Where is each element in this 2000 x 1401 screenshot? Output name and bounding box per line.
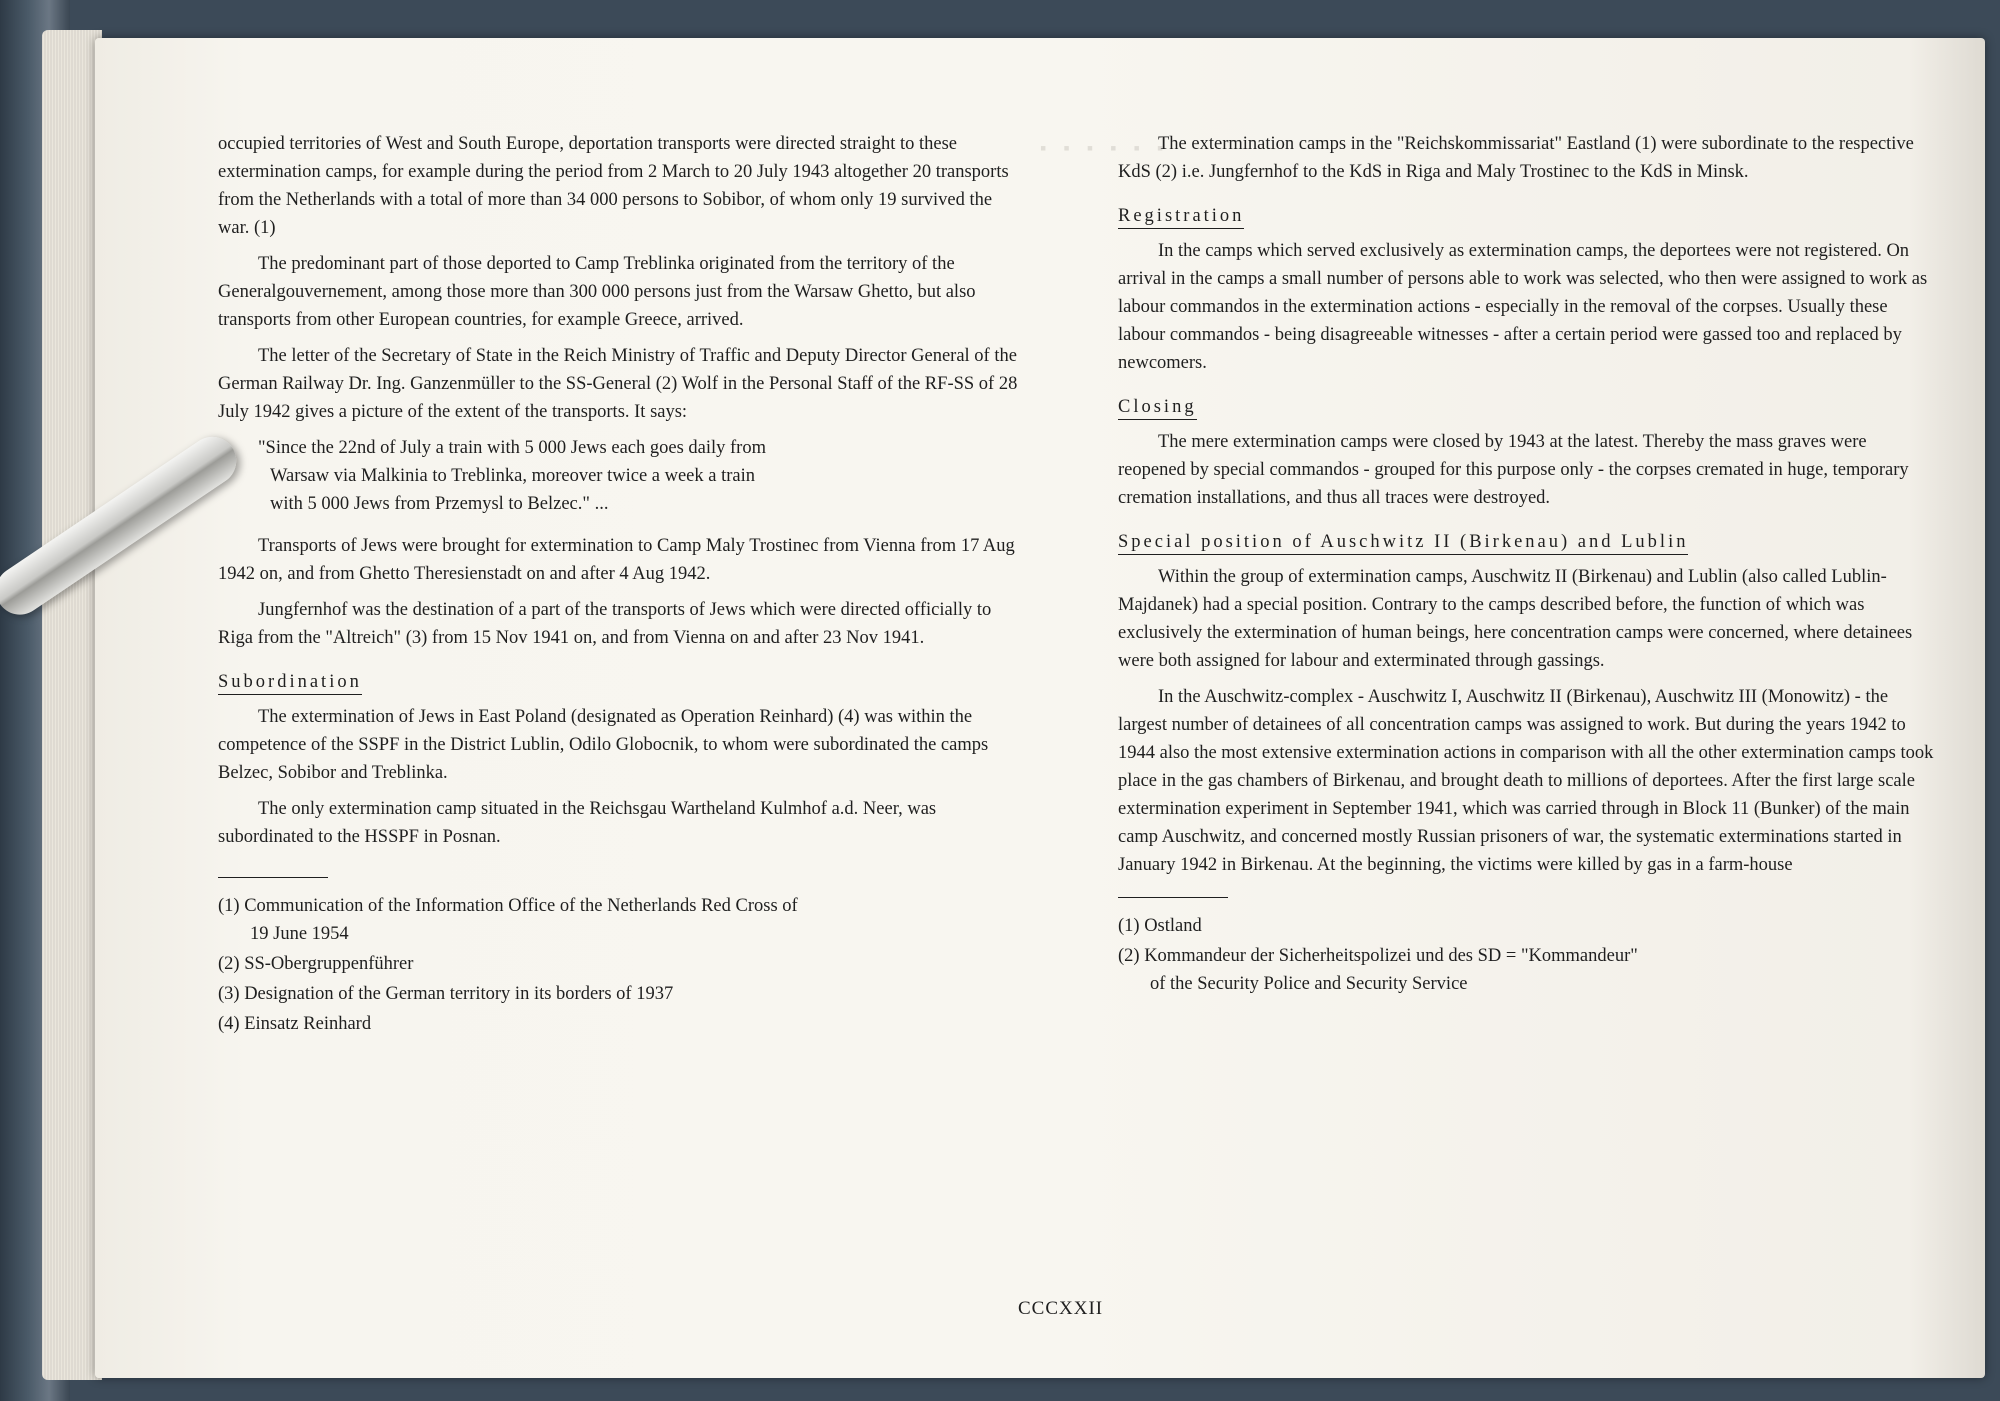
right-paragraph-2: In the camps which served exclusively as extermination camps, the deportees were not registered. On arrival in the camps a small number of persons able to work was selected, who then were assigned to work as labour commandos in the extermination actions - especially in the removal of the corpses. Usually these labour commandos - being disagreeable witnesses - after a certain period were gassed too and replaced by newcomers. (1118, 241, 1928, 373)
quote-block (218, 434, 1018, 518)
left-paragraph-4: Transports of Jews were brought for extermination to Camp Maly Trostinec from Vienna from 17 Aug 1942 on, and from Ghetto Theresienstadt on and after 4 Aug 1942. (218, 536, 1015, 584)
footnote-divider (218, 877, 328, 878)
footnote-1-line-1: (1) Communication of the Information Office of the Netherlands Red Cross of (218, 896, 798, 916)
left-paragraph-1: occupied territories of West and South Europe, deportation transports were directed straight to these extermination camps, for example during the period from 2 March to 20 July 1943 altogether 20 transports from the Netherlands with a total of more than 34 000 persons to Sobibor, of whom only 19 survived the war. (1) (218, 134, 1009, 238)
footnote-2: (2) SS-Obergruppenführer (218, 954, 414, 974)
footnote-3: (3) Designation of the German territory in its borders of 1937 (218, 984, 674, 1004)
right-footnote-1: (1) Ostland (1118, 916, 1202, 936)
quote-line-1: "Since the 22nd of July a train with 5 000 Jews each goes daily from (258, 438, 766, 458)
right-column (1118, 130, 1938, 1000)
heading-closing: Closing (1118, 395, 1197, 420)
footnote-1-line-2: 19 June 1954 (250, 924, 349, 944)
left-column (218, 130, 1018, 1040)
heading-registration: Registration (1118, 204, 1244, 229)
right-paragraph-5: In the Auschwitz-complex - Auschwitz I, Auschwitz II (Birkenau), Auschwitz III (Monowitz) - the largest number of detainees of all concentration camps was assigned to work. But during the years 1942 to 1944 also the most extensive extermination actions in comparison with all the other extermination camps took place in the gas chambers of Birkenau, and brought death to millions of deportees. After the first large scale extermination experiment in September 1941, which was carried through in Block 11 (Bunker) of the main camp Auschwitz, and concerned mostly Russian prisoners of war, the systematic exterminations started in January 1942 in Birkenau. At the beginning, the victims were killed by gas in a farm-house (1118, 687, 1934, 875)
right-footnote-2-line-2: of the Security Police and Security Service (1150, 974, 1468, 994)
left-paragraph-7: The only extermination camp situated in the Reichsgau Wartheland Kulmhof a.d. Neer, was subordinated to the HSSPF in Posnan. (218, 799, 937, 847)
right-paragraph-3: The mere extermination camps were closed by 1943 at the latest. Thereby the mass graves were reopened by special commandos - grouped for this purpose only - the corpses cremated in huge, temporary cremation installations, and thus all traces were destroyed. (1118, 432, 1909, 508)
heading-subordination: Subordination (218, 670, 362, 695)
right-paragraph-1: The extermination camps in the "Reichskommissariat" Eastland (1) were subordinate to the respective KdS (2) i.e. Jungfernhof to the KdS in Riga and Maly Trostinec to the KdS in Minsk. (1118, 134, 1914, 182)
left-paragraph-3: The letter of the Secretary of State in the Reich Ministry of Traffic and Deputy Director General of the German Railway Dr. Ing. Ganzenmüller to the SS-General (2) Wolf in the Personal Staff of the RF-SS of 28 July 1942 gives a picture of the extent of the transports. It says: (218, 346, 1018, 422)
footnote-4: (4) Einsatz Reinhard (218, 1014, 372, 1034)
quote-line-3: with 5 000 Jews from Przemysl to Belzec." ... (270, 494, 609, 514)
left-paragraph-2: The predominant part of those deported to Camp Treblinka originated from the territory of the Generalgouvernement, among those more than 300 000 persons just from the Warsaw Ghetto, but also transports from other European countries, for example Greece, arrived. (218, 254, 976, 330)
right-paragraph-4: Within the group of extermination camps, Auschwitz II (Birkenau) and Lublin (also called Lublin-Majdanek) had a special position. Contrary to the camps described before, the function of which was exclusively the extermination of human beings, here concentration camps were concerned, where detainees were both assigned for labour and exterminated through gassings. (1118, 567, 1913, 671)
footnote-1 (218, 892, 1018, 948)
quote-line-2: Warsaw via Malkinia to Treblinka, moreover twice a week a train (270, 466, 756, 486)
right-footnote-2-line-1: (2) Kommandeur der Sicherheitspolizei und des SD = "Kommandeur" (1118, 946, 1638, 966)
bleed-through-text: ▪ ▪ ▪ ▪ ▪ ▪ (1040, 138, 1170, 158)
footnote-divider-right (1118, 897, 1228, 898)
heading-special-position: Special position of Auschwitz II (Birkenau) and Lublin (1118, 530, 1688, 555)
left-paragraph-6: The extermination of Jews in East Poland (designated as Operation Reinhard) (4) was within the competence of the SSPF in the District Lublin, Odilo Globocnik, to whom were subordinated the camps Belzec, Sobibor and Treblinka. (218, 707, 989, 783)
left-paragraph-5: Jungfernhof was the destination of a part of the transports of Jews which were directed officially to Riga from the "Altreich" (3) from 15 Nov 1941 on, and from Vienna on and after 23 Nov 1941. (218, 600, 992, 648)
page-number: CCCXXII (1018, 1298, 1104, 1319)
page-edges (42, 30, 102, 1380)
right-footnote-2 (1118, 942, 1938, 998)
